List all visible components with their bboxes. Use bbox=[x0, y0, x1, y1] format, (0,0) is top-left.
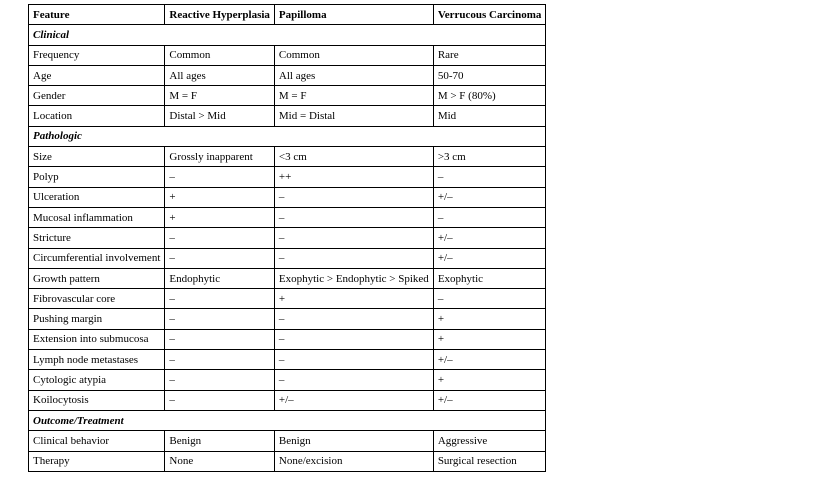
table-row bbox=[29, 390, 546, 410]
feature-cell: Stricture bbox=[29, 228, 165, 248]
value-cell: – bbox=[274, 207, 433, 227]
feature-cell: Gender bbox=[29, 86, 165, 106]
value-cell: + bbox=[433, 309, 546, 329]
feature-cell: Mucosal inflammation bbox=[29, 207, 165, 227]
table-row bbox=[29, 45, 546, 65]
value-cell: All ages bbox=[274, 65, 433, 85]
value-cell: Grossly inapparent bbox=[165, 147, 275, 167]
feature-cell: Growth pattern bbox=[29, 268, 165, 288]
value-cell: – bbox=[165, 167, 275, 187]
table-row bbox=[29, 248, 546, 268]
value-cell: – bbox=[433, 289, 546, 309]
table-row bbox=[29, 228, 546, 248]
table-row bbox=[29, 431, 546, 451]
value-cell: – bbox=[165, 228, 275, 248]
section-row bbox=[29, 410, 546, 430]
value-cell: – bbox=[274, 228, 433, 248]
feature-cell: Fibrovascular core bbox=[29, 289, 165, 309]
value-cell: +/– bbox=[433, 228, 546, 248]
value-cell: + bbox=[165, 207, 275, 227]
header-row bbox=[29, 5, 546, 25]
value-cell: +/– bbox=[433, 350, 546, 370]
value-cell: Aggressive bbox=[433, 431, 546, 451]
table-row bbox=[29, 350, 546, 370]
value-cell: M = F bbox=[274, 86, 433, 106]
value-cell: Rare bbox=[433, 45, 546, 65]
value-cell: – bbox=[165, 289, 275, 309]
table-row bbox=[29, 329, 546, 349]
value-cell: Distal > Mid bbox=[165, 106, 275, 126]
value-cell: – bbox=[274, 370, 433, 390]
table-row bbox=[29, 289, 546, 309]
section-row bbox=[29, 126, 546, 146]
table-row bbox=[29, 207, 546, 227]
value-cell: Surgical resection bbox=[433, 451, 546, 471]
value-cell: + bbox=[165, 187, 275, 207]
value-cell: Exophytic bbox=[433, 268, 546, 288]
table-row bbox=[29, 370, 546, 390]
section-title: Outcome/Treatment bbox=[29, 410, 546, 430]
value-cell: Endophytic bbox=[165, 268, 275, 288]
feature-cell: Extension into submucosa bbox=[29, 329, 165, 349]
value-cell: +/– bbox=[433, 248, 546, 268]
header-reactive-hyperplasia: Reactive Hyperplasia bbox=[165, 5, 275, 25]
feature-cell: Cytologic atypia bbox=[29, 370, 165, 390]
value-cell: +/– bbox=[274, 390, 433, 410]
value-cell: Benign bbox=[165, 431, 275, 451]
value-cell: Common bbox=[274, 45, 433, 65]
value-cell: – bbox=[274, 187, 433, 207]
value-cell: – bbox=[274, 329, 433, 349]
value-cell: 50-70 bbox=[433, 65, 546, 85]
value-cell: – bbox=[274, 248, 433, 268]
value-cell: – bbox=[165, 390, 275, 410]
table-row bbox=[29, 86, 546, 106]
section-title: Clinical bbox=[29, 25, 546, 45]
feature-cell: Age bbox=[29, 65, 165, 85]
value-cell: Benign bbox=[274, 431, 433, 451]
feature-cell: Clinical behavior bbox=[29, 431, 165, 451]
feature-cell: Frequency bbox=[29, 45, 165, 65]
value-cell: ++ bbox=[274, 167, 433, 187]
feature-cell: Polyp bbox=[29, 167, 165, 187]
value-cell: +/– bbox=[433, 390, 546, 410]
value-cell: – bbox=[274, 309, 433, 329]
table-row bbox=[29, 268, 546, 288]
header-papilloma: Papilloma bbox=[274, 5, 433, 25]
feature-cell: Koilocytosis bbox=[29, 390, 165, 410]
table-row bbox=[29, 309, 546, 329]
value-cell: <3 cm bbox=[274, 147, 433, 167]
value-cell: Mid = Distal bbox=[274, 106, 433, 126]
value-cell: – bbox=[165, 370, 275, 390]
value-cell: +/– bbox=[433, 187, 546, 207]
feature-cell: Circumferential involvement bbox=[29, 248, 165, 268]
table-row bbox=[29, 106, 546, 126]
section-title: Pathologic bbox=[29, 126, 546, 146]
value-cell: – bbox=[274, 350, 433, 370]
value-cell: – bbox=[433, 167, 546, 187]
header-feature: Feature bbox=[29, 5, 165, 25]
table-row bbox=[29, 167, 546, 187]
value-cell: Mid bbox=[433, 106, 546, 126]
table-body bbox=[29, 25, 546, 472]
value-cell: None/excision bbox=[274, 451, 433, 471]
value-cell: >3 cm bbox=[433, 147, 546, 167]
feature-cell: Ulceration bbox=[29, 187, 165, 207]
section-row bbox=[29, 25, 546, 45]
table-row bbox=[29, 187, 546, 207]
feature-cell: Therapy bbox=[29, 451, 165, 471]
feature-cell: Lymph node metastases bbox=[29, 350, 165, 370]
table-row bbox=[29, 451, 546, 471]
comparison-table bbox=[28, 4, 546, 472]
table-row bbox=[29, 147, 546, 167]
header-verrucous-carcinoma: Verrucous Carcinoma bbox=[433, 5, 546, 25]
value-cell: All ages bbox=[165, 65, 275, 85]
value-cell: – bbox=[165, 329, 275, 349]
value-cell: None bbox=[165, 451, 275, 471]
value-cell: Common bbox=[165, 45, 275, 65]
feature-cell: Size bbox=[29, 147, 165, 167]
value-cell: + bbox=[433, 370, 546, 390]
feature-cell: Location bbox=[29, 106, 165, 126]
value-cell: – bbox=[165, 309, 275, 329]
value-cell: – bbox=[165, 248, 275, 268]
value-cell: + bbox=[274, 289, 433, 309]
feature-cell: Pushing margin bbox=[29, 309, 165, 329]
table-row bbox=[29, 65, 546, 85]
value-cell: Exophytic > Endophytic > Spiked bbox=[274, 268, 433, 288]
value-cell: + bbox=[433, 329, 546, 349]
value-cell: – bbox=[165, 350, 275, 370]
value-cell: M = F bbox=[165, 86, 275, 106]
value-cell: M > F (80%) bbox=[433, 86, 546, 106]
value-cell: – bbox=[433, 207, 546, 227]
